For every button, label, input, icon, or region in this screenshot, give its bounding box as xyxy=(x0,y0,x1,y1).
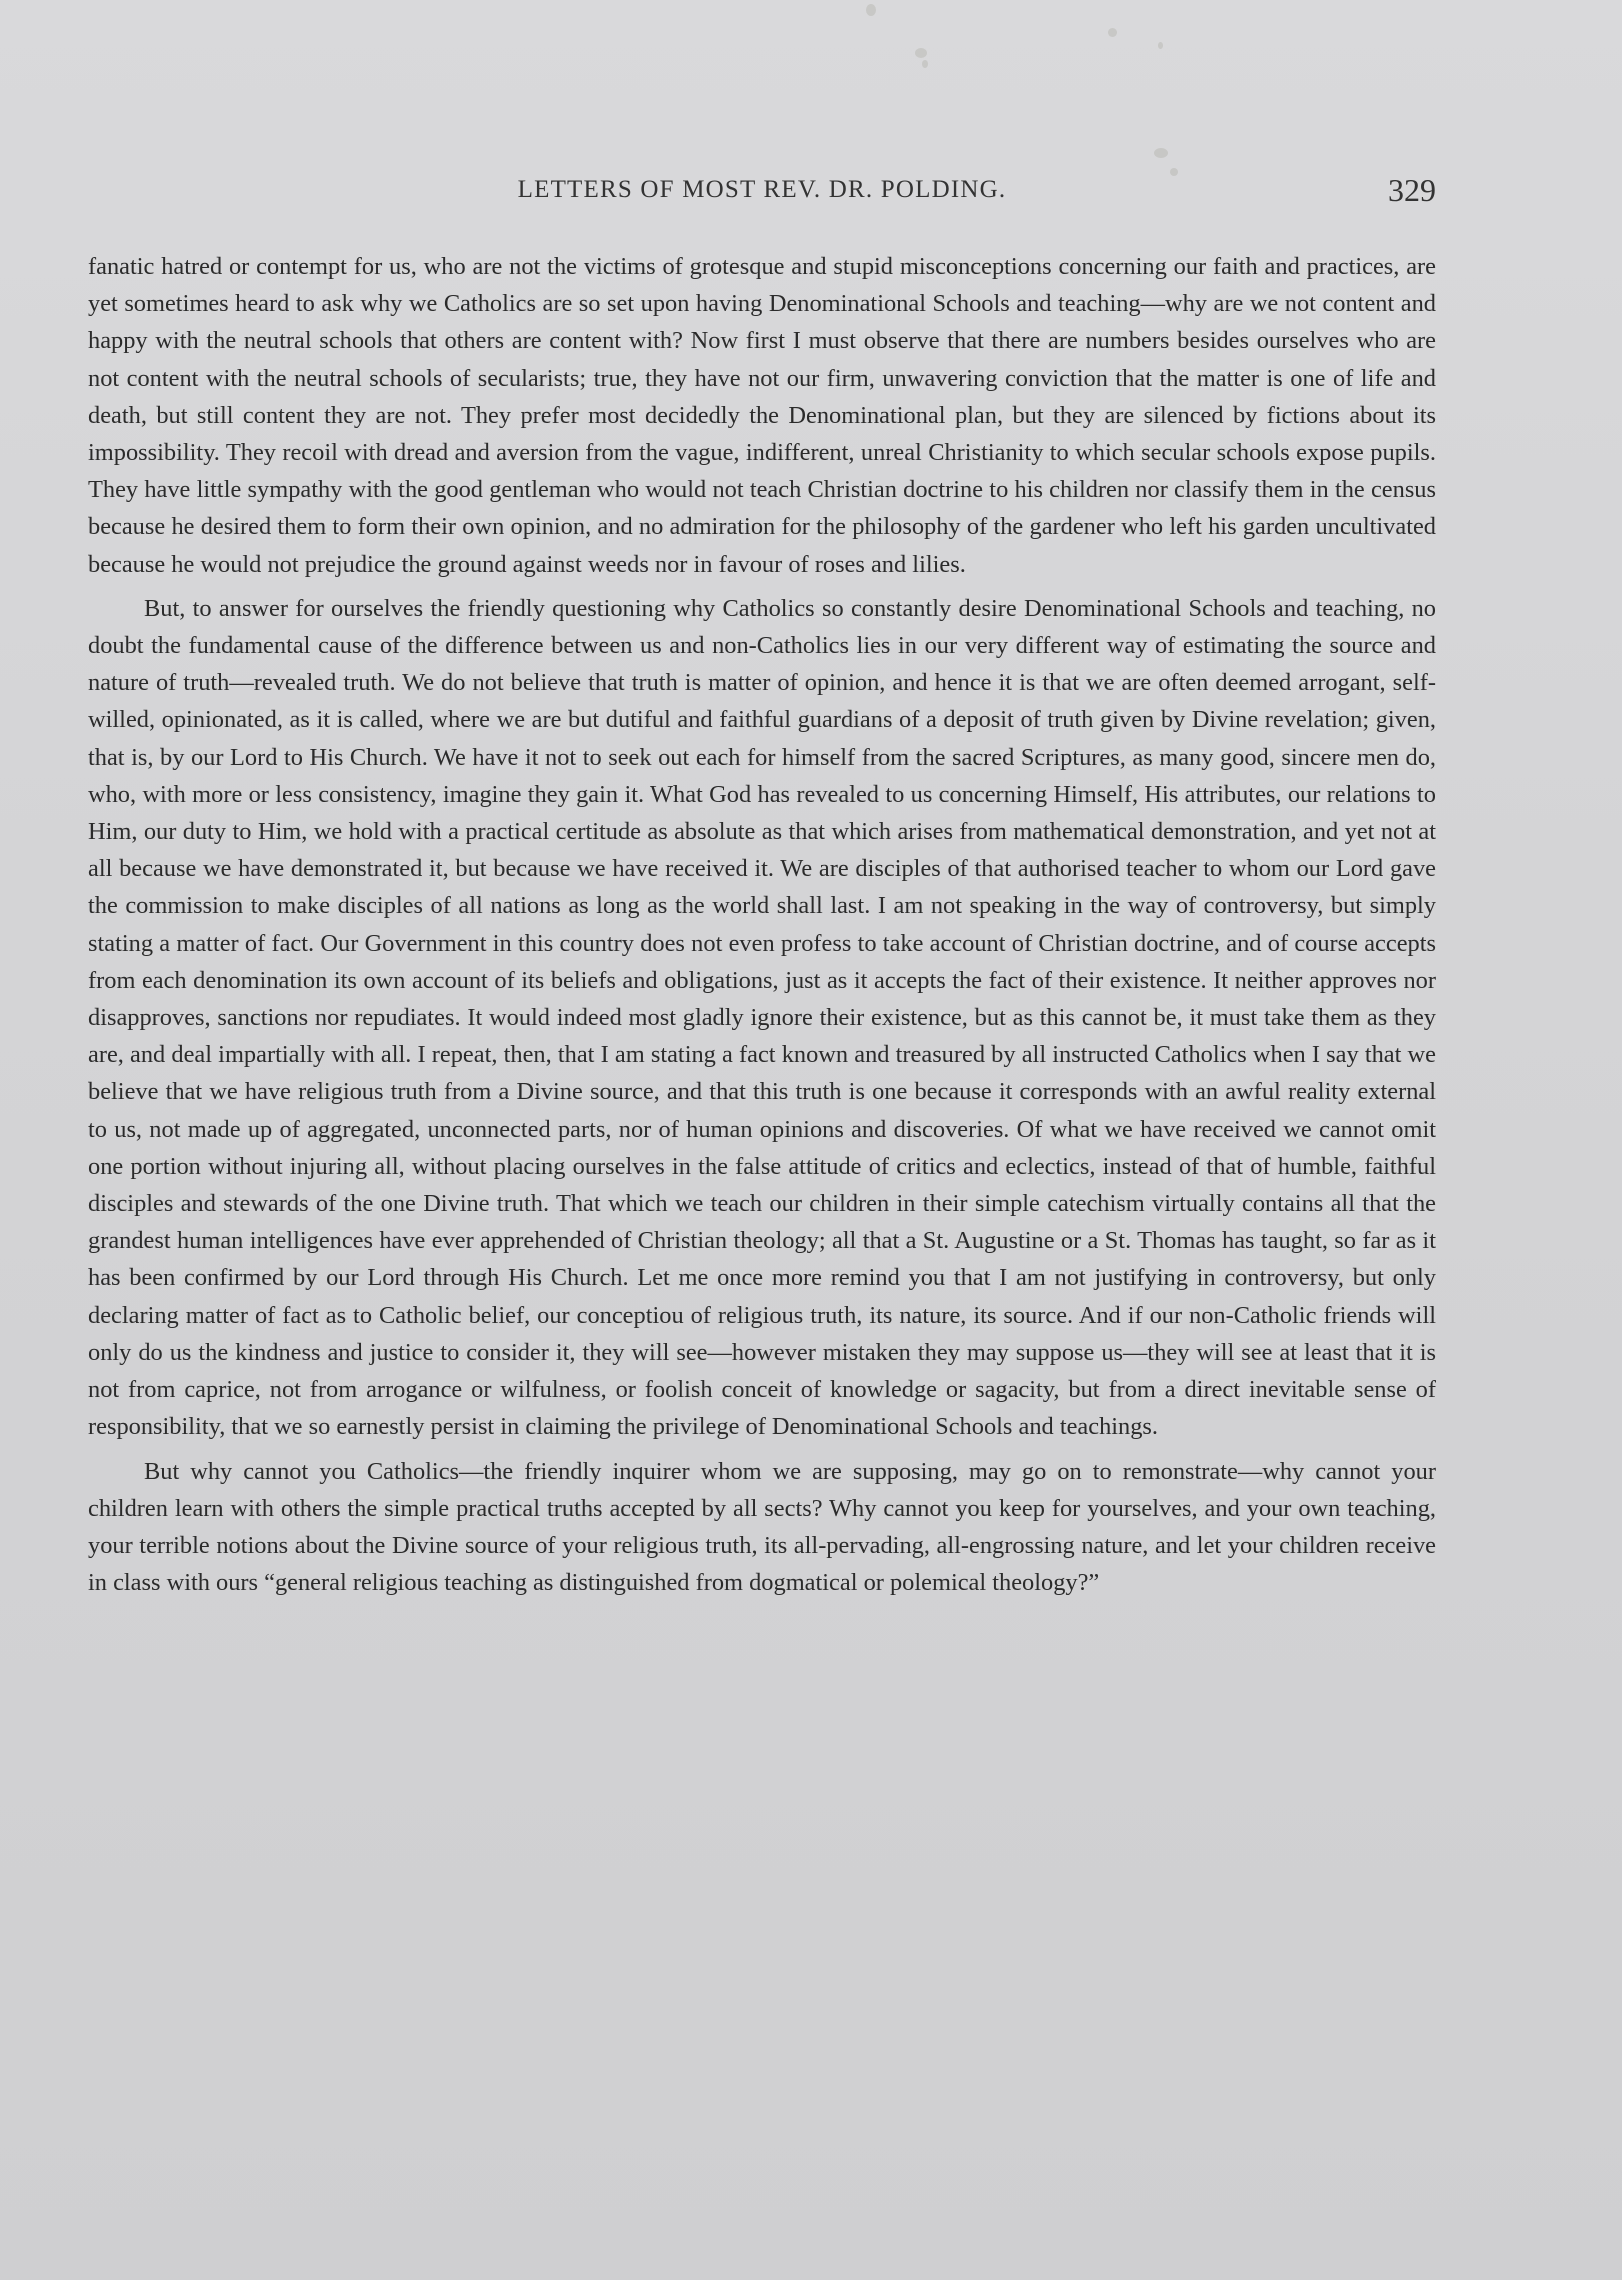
page-number: 329 xyxy=(1388,172,1436,208)
paper-speck xyxy=(915,48,927,58)
paper-speck xyxy=(1154,148,1168,158)
paragraph: But, to answer for ourselves the friendly questioning why Catholics so constantly desire Denominational Schools and teaching, no doubt the fundamental cause of the difference between us and non-Catholics lies in our very different way of estimating the source and nature of truth—revealed truth. We do not believe that truth is matter of opinion, and hence it is that we are often deemed arrogant, self-willed, opinionated, as it is called, where we are but dutiful and faithful guardians of a deposit of truth given by Divine revelation; given, that is, by our Lord to His Church. We have it not to seek out each for himself from the sacred Scriptures, as many good, sincere men do, who, with more or less consistency, imagine they gain it. What God has revealed to us concerning Himself, His attributes, our relations to Him, our duty to Him, we hold with a practical certitude as absolute as that which arises from mathematical demonstration, and yet not at all because we have demonstrated it, but because we have received it. We are disciples of that authorised teacher to whom our Lord gave the commission to make disciples of all nations as long as the world shall last. I am not speaking in the way of controversy, but simply stating a matter of fact. Our Government in this country does not even profess to take account of Christian doctrine, and of course accepts from each denomination its own account of its beliefs and obligations, just as it accepts the fact of their existence. It neither approves nor disapproves, sanctions nor repudiates. It would indeed most gladly ignore their existence, but as this cannot be, it must take them as they are, and deal impartially with all. I repeat, then, that I am stating a fact known and treasured by all instructed Catholics when I say that we believe that we have religious truth from a Divine source, and that this truth is one because it corresponds with an awful reality external to us, not made up of aggregated, unconnected parts, nor of human opinions and discoveries. Of what we have received we cannot omit one portion without injuring all, without placing ourselves in the false attitude of critics and eclectics, instead of that of humble, faithful disciples and stewards of the one Divine truth. That which we teach our children in their simple catechism virtually contains all that the grandest human intelligences have ever apprehended of Christian theology; all that a St. Augustine or a St. Thomas has taught, so far as it has been confirmed by our Lord through His Church. Let me once more remind you that I am not justifying in controversy, but only declaring matter of fact as to Catholic belief, our conceptiou of religious truth, its nature, its source. And if our non-Catholic friends will only do us the kindness and justice to consider it, they will see—however mistaken they may suppose us—they will see at least that it is not from caprice, not from arrogance or wilfulness, or foolish conceit of knowledge or sagacity, but from a direct inevitable sense of responsibility, that we so earnestly persist in claiming the privilege of Denominational Schools and teachings. xyxy=(88,594,1436,1441)
paper-speck xyxy=(1108,28,1117,37)
body-text xyxy=(88,248,1436,1608)
paragraph: fanatic hatred or contempt for us, who are not the victims of grotesque and stupid misconceptions concerning our faith and practices, are yet sometimes heard to ask why we Catholics are so set upon having Denominational Schools and teaching—why are we not content and happy with the neutral schools that others are content with? Now first I must observe that there are numbers besides ourselves who are not content with the neutral schools of secularists; true, they have not our firm, unwavering conviction that the matter is one of life and death, but still content they are not. They prefer most decidedly the Denominational plan, but they are silenced by fictions about its impossibility. They recoil with dread and aversion from the vague, indifferent, unreal Christianity to which secular schools expose pupils. They have little sympathy with the good gentleman who would not teach Christian doctrine to his children nor classify them in the census because he desired them to form their own opinion, and no admiration for the philosophy of the gardener who left his garden uncultivated because he would not prejudice the ground against weeds nor in favour of roses and lilies. xyxy=(88,253,1436,578)
paper-speck xyxy=(1158,42,1163,49)
page-header xyxy=(88,172,1436,216)
paper-speck xyxy=(866,4,876,16)
paper-speck xyxy=(922,60,928,68)
paragraph: But why cannot you Catholics—the friendly inquirer whom we are supposing, may go on to remonstrate—why cannot your children learn with others the simple practical truths accepted by all sects? Why cannot you keep for yourselves, and your own teaching, your terrible notions about the Divine source of your religious truth, its all-pervading, all-engrossing nature, and let your children receive in class with ours “general religious teaching as distinguished from dogmatical or polemical theology?” xyxy=(88,1457,1436,1597)
running-head: LETTERS OF MOST REV. DR. POLDING. xyxy=(517,176,1007,203)
paper-speck xyxy=(1170,168,1178,176)
